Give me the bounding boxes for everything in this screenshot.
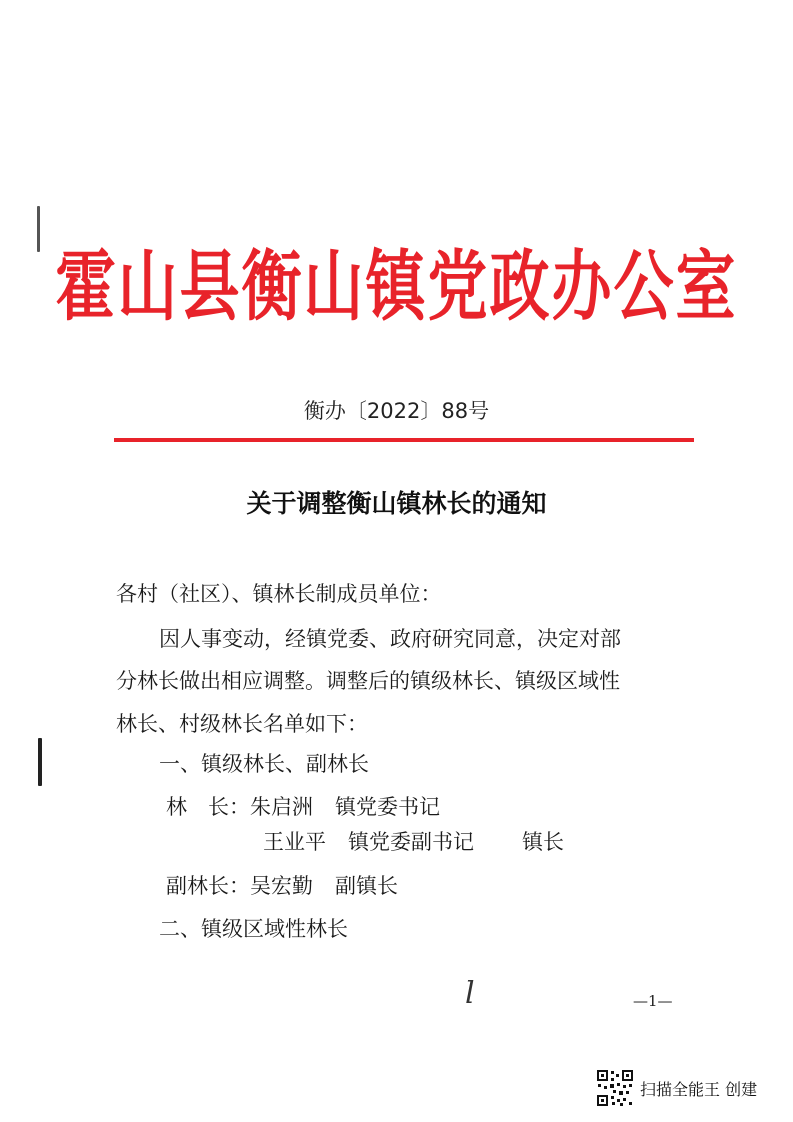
roster-position: 镇党委副书记 xyxy=(348,830,474,854)
roster-role: 林 长： xyxy=(166,795,250,819)
roster-extra-position: 镇长 xyxy=(522,830,564,854)
roster-role: 副林长： xyxy=(166,874,250,898)
section-heading-2: 二、镇级区域性林长 xyxy=(159,917,348,941)
section-heading-1: 一、镇级林长、副林长 xyxy=(159,752,369,776)
salutation: 各村（社区）、镇林长制成员单位： xyxy=(116,582,442,606)
roster-row xyxy=(263,828,564,856)
qr-code-icon xyxy=(596,1069,634,1107)
binder-mark xyxy=(38,738,42,786)
document-number: 衡办〔2022〕88号 xyxy=(303,399,490,423)
page-number: —1— xyxy=(633,992,673,1010)
red-separator-line xyxy=(114,438,694,442)
issuing-organization-header: 霍山县衡山镇党政办公室 xyxy=(55,242,738,333)
roster-row xyxy=(166,872,398,900)
notice-title: 关于调整衡山镇林长的通知 xyxy=(246,489,547,518)
roster-name: 朱启洲 xyxy=(250,795,313,819)
roster-position: 副镇长 xyxy=(335,874,398,898)
roster-row xyxy=(166,793,440,821)
watermark-text: 扫描全能王 创建 xyxy=(640,1079,758,1099)
handwritten-mark: l xyxy=(465,976,475,1011)
roster-name: 王业平 xyxy=(263,830,326,854)
roster-position: 镇党委书记 xyxy=(335,795,440,819)
scanner-watermark xyxy=(596,1068,757,1108)
paragraph-line: 分林长做出相应调整。调整后的镇级林长、镇级区域性 xyxy=(116,669,620,693)
paragraph-line: 林长、村级林长名单如下： xyxy=(116,712,368,736)
roster-name: 吴宏勤 xyxy=(250,874,313,898)
paragraph-line: 因人事变动，经镇党委、政府研究同意，决定对部 xyxy=(159,627,621,651)
